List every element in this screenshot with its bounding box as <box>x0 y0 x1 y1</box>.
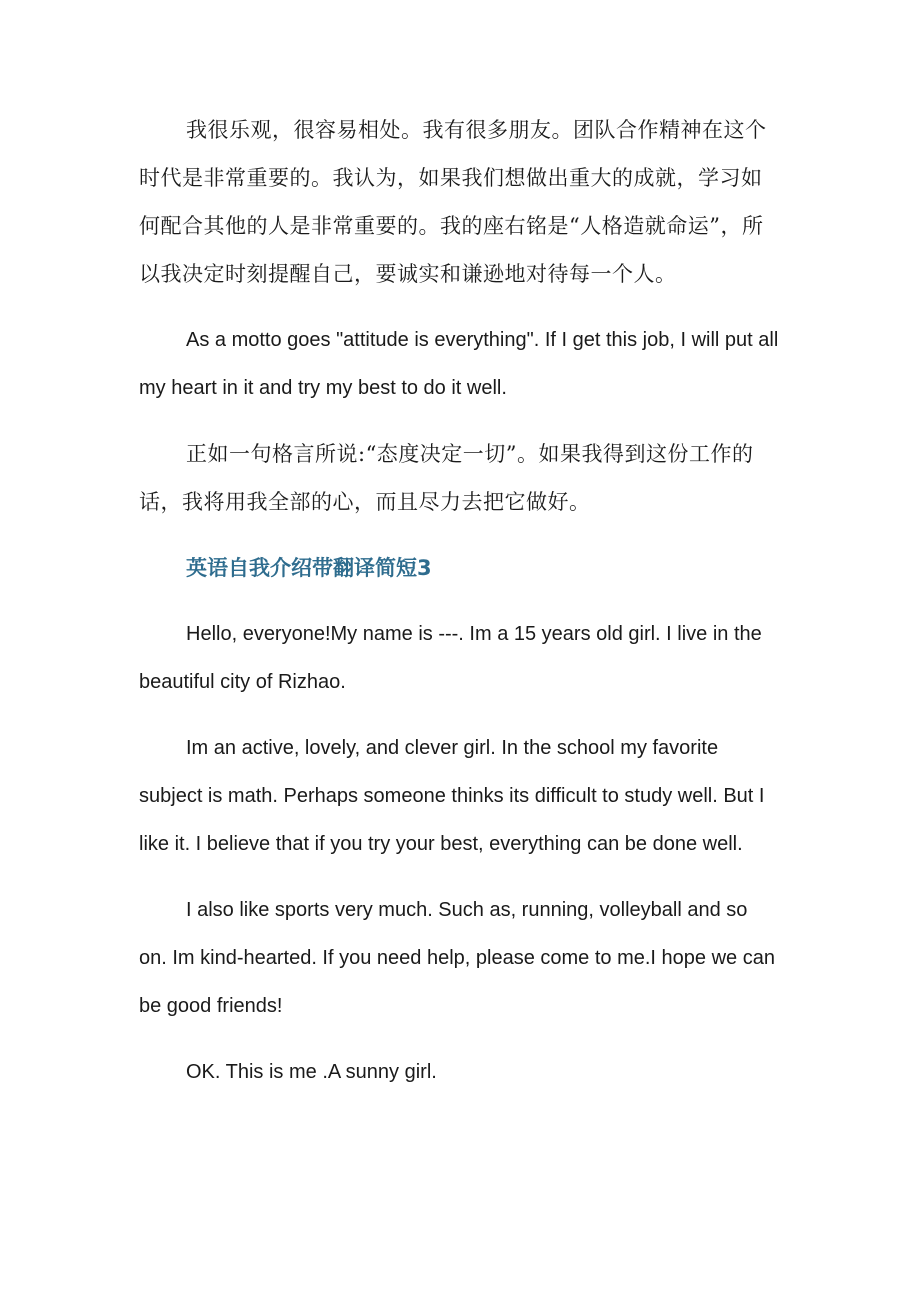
paragraph-en-sunny: OK. This is me .A sunny girl. <box>186 1061 437 1083</box>
paragraph-gap <box>139 412 779 430</box>
paragraph-gap <box>139 1030 779 1048</box>
paragraph-gap <box>139 706 779 724</box>
document-page <box>139 106 779 1096</box>
paragraph-en-active: Im an active, lovely, and clever girl. In the school my favorite subject is math. Perhaps someone thinks its difficult to study well. But I like it. I believe that if you try your best, everything can be done well. <box>139 737 765 855</box>
paragraph-en-hello: Hello, everyone!My name is ---. Im a 15 years old girl. I live in the beautiful city of Rizhao. <box>139 623 762 693</box>
paragraph-en-motto: As a motto goes "attitude is everything". If I get this job, I will put all my heart in it and try my best to do it well. <box>139 329 779 399</box>
paragraph-gap <box>139 298 779 316</box>
paragraph-gap <box>139 526 779 544</box>
paragraph-zh-optimism: 我很乐观，很容易相处。我有很多朋友。团队合作精神在这个时代是非常重要的。我认为，如果我们想做出重大的成就，学习如何配合其他的人是非常重要的。我的座右铭是“人格造就命运”，所以我决定时刻提醒自己，要诚实和谦逊地对待每一个人。 <box>139 118 767 286</box>
paragraph-gap <box>139 868 779 886</box>
paragraph-gap <box>139 592 779 610</box>
paragraph-en-sports: I also like sports very much. Such as, running, volleyball and so on. Im kind-hearted. If you need help, please come to me.I hope we can be good friends! <box>139 899 775 1017</box>
paragraph-zh-motto: 正如一句格言所说:“态度决定一切”。如果我得到这份工作的话，我将用我全部的心，而且尽力去把它做好。 <box>139 442 754 514</box>
section-heading: 英语自我介绍带翻译简短3 <box>186 556 432 580</box>
